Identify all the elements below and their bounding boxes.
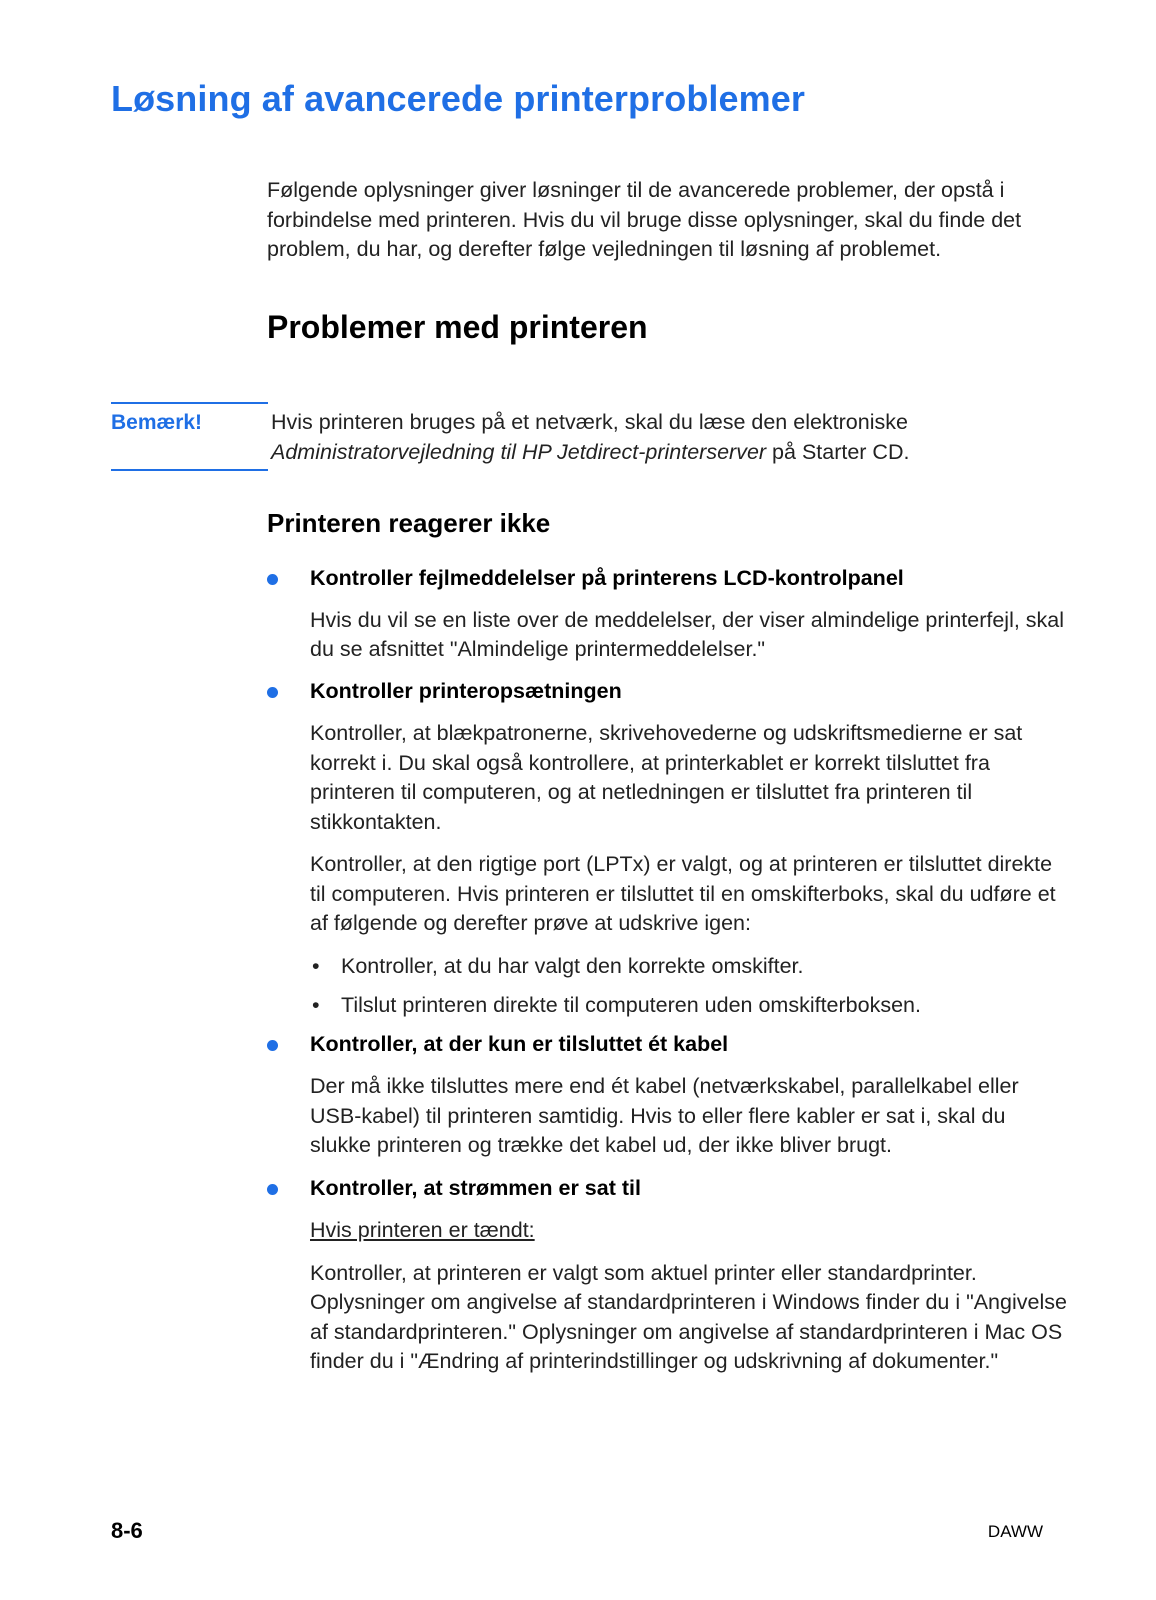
subsection (267, 508, 1067, 1377)
check-list (267, 564, 1067, 1377)
subsection-heading: Printeren reagerer ikke (267, 508, 551, 538)
intro-section (267, 176, 1057, 346)
check-item-error-messages (267, 564, 1067, 665)
check-title: Kontroller, at strømmen er sat til (310, 1175, 641, 1200)
check-title: Kontroller printeropsætningen (310, 678, 622, 703)
note-text-before: Hvis printeren bruges på et netværk, skal du læse den elektroniske (271, 410, 908, 434)
check-paragraph: Kontroller, at blækpatronerne, skrivehovederne og udskriftsmedierne er sat korrekt i. Du skal også kontrollere, at printerkablet er korrekt tilsluttet fra printeren til computeren, og at netledningen er tilsluttet fra printeren til stikkontakten. (310, 721, 1023, 834)
note-label: Bemærk! (111, 411, 203, 434)
bullet-dot-icon (267, 574, 278, 585)
intro-paragraph: Følgende oplysninger giver løsninger til de avancerede problemer, der opstå i forbindelse med printeren. Hvis du vil bruge disse oplysninger, skal du finde det problem, du har, og derefter følge vejledningen til løsning af problemet. (267, 178, 1022, 261)
note-bottom-rule (111, 469, 268, 471)
sub-bullet-item (310, 952, 1067, 982)
note-body (271, 408, 1071, 467)
check-paragraph: Der må ikke tilsluttes mere end ét kabel (netværkskabel, parallelkabel eller USB-kabel) til printeren samtidig. Hvis to eller flere kabler er sat i, skal du slukke printeren og trække det kabel ud, der ikke bliver brugt. (310, 1074, 1019, 1157)
sub-bullet-item (310, 991, 1067, 1021)
check-paragraph: Hvis du vil se en liste over de meddelelser, der viser almindelige printerfejl, skal du se afsnittet "Almindelige printermeddelelser." (310, 607, 1065, 661)
sub-bullet-list (310, 952, 1067, 1021)
page-title: Løsning af avancerede printerproblemer (111, 78, 805, 119)
bullet-icon: • (312, 953, 320, 978)
bullet-icon: • (312, 993, 320, 1017)
check-paragraph: Kontroller, at printeren er valgt som aktuel printer eller standardprinter. Oplysninger om angivelse af standardprinteren i Windows finder du i "Angivelse af standardprinteren." Oplysninger om angivelse af standardprinteren i Mac OS finder du i "Ændring af printerindstillinger og udskrivning af dokumenter." (310, 1260, 1067, 1373)
sub-bullet-text: Tilslut printeren direkte til computeren uden omskifterboksen. (341, 993, 921, 1017)
sub-bullet-text: Kontroller, at du har valgt den korrekte omskifter. (341, 953, 804, 978)
bullet-dot-icon (267, 1040, 278, 1051)
underlined-label: Hvis printeren er tændt: (310, 1218, 535, 1242)
check-paragraph: Kontroller, at den rigtige port (LPTx) er valgt, og at printeren er tilsluttet direkte til computeren. Hvis printeren er tilsluttet til en omskifterboks, skal du udføre et af følgende og derefter prøve at udskrive igen: (310, 852, 1056, 935)
check-item-power (267, 1174, 1067, 1377)
check-item-printer-setup (267, 677, 1067, 1021)
check-item-one-cable (267, 1030, 1067, 1161)
bullet-dot-icon (267, 1184, 278, 1195)
check-title: Kontroller, at der kun er tilsluttet ét kabel (310, 1031, 729, 1056)
bullet-dot-icon (267, 687, 278, 698)
section-heading: Problemer med printeren (267, 308, 648, 345)
note-text-italic: Administratorvejledning til HP Jetdirect-printerserver (271, 439, 767, 464)
check-title: Kontroller fejlmeddelelser på printerens LCD-kontrolpanel (310, 566, 904, 590)
document-code: DAWW (987, 1522, 1043, 1541)
note-text-after: på Starter CD. (766, 439, 910, 464)
page-number: 8-6 (111, 1518, 143, 1543)
note-top-rule (111, 402, 268, 404)
